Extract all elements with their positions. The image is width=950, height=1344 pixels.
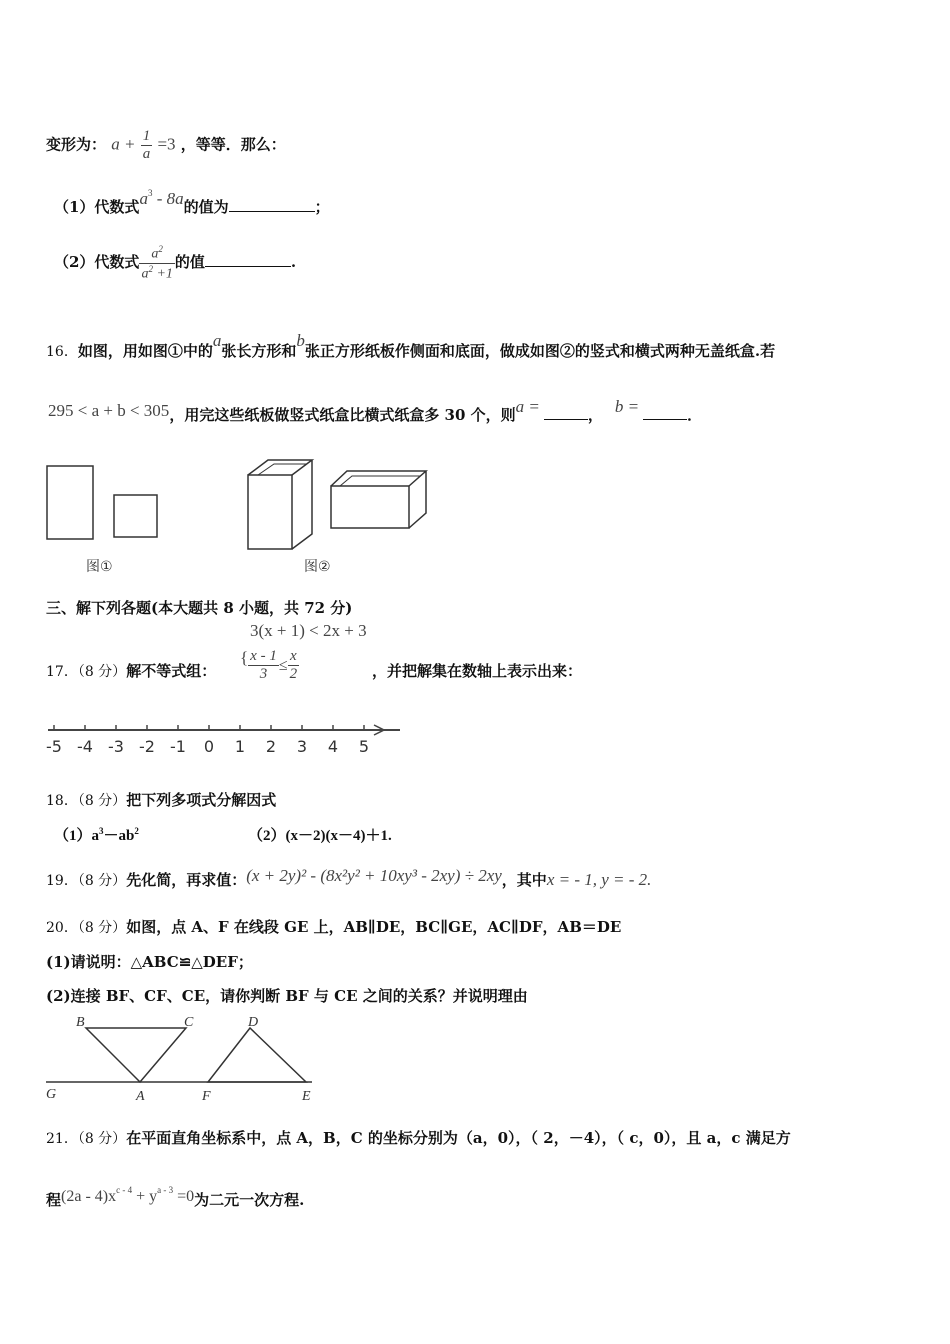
tick-label: 4 [327,737,339,756]
q17-ineq2: { $\frac{x - 1}{3}$ ≤ $\frac{x}{2}$ [240,648,298,682]
label-E: E [302,1089,311,1104]
q20-part1: (1)请说明：△ABC≌△DEF； [46,953,253,971]
q20-part2: (2)连接 BF、CF、CE，请你判断 BF 与 CE 之间的关系？并说明理由 [46,987,528,1005]
fig2-vertical-box [248,460,312,549]
tick-label: -3 [108,737,124,756]
fig1-square [114,495,157,537]
q17-ineq1: 3(x + 1) < 2x + 3 [250,621,367,640]
label-D: D [248,1015,259,1030]
tick-label: 5 [358,737,370,756]
number-line [40,718,400,760]
q16-line2: 295 < a + b < 305，用完这些纸板做竖式纸盒比横式纸盒多 30 个，则a = ， b = ． [48,397,703,424]
tick-label: 2 [265,737,277,756]
q20-figure [40,1010,340,1106]
q15-part2: （2）代数式 $\frac{a^2}{a^2 +1}$ 的值 . [54,244,297,282]
tick-label: -4 [77,737,93,756]
q17-line: 17．（8 分）解不等式组： [46,662,217,680]
label-F: F [202,1089,211,1104]
fig2-label: 图② [304,559,331,575]
q18-part2: （2）(x－2)(x－4)＋1. [248,828,392,844]
q21-line1: 21．（8 分）在平面直角坐标系中，点 A，B，C 的坐标分别为（a，0），（ 2，－4），（ c，0），且 a，c 满足方 [46,1129,791,1147]
fig1-rectangle [47,466,93,539]
q18-part1: $(1)a^3-ab^2$ [54,826,139,844]
q18-line: 18．（8 分）把下列多项式分解因式 [46,791,277,809]
q19-line: 19．（8 分）先化简，再求值：(x + 2y)² - (8x²y² + 10xy³ - 2xy) ÷ 2xy，其中x = - 1, y = - 2. [46,866,652,889]
section3-title: 三、解下列各题(本大题共 8 小题，共 72 分) [46,599,353,617]
q15-intro: 变形为： a + $\frac{1}{a}$ =3 ，等等．那么： [46,128,286,162]
label-B: B [76,1015,85,1030]
q16-line1: 16．如图，用如图①中的a张长方形和b张正方形纸板作侧面和底面，做成如图②的竖式和横式两种无盖纸盒.若 [46,331,776,360]
tick-label: 3 [296,737,308,756]
label-C: C [184,1015,194,1030]
tick-label: -2 [139,737,155,756]
q17-text2: ，并把解集在数轴上表示出来： [372,662,583,680]
tick-label: 1 [234,737,246,756]
q20-line: 20．（8 分）如图，点 A、F 在线段 GE 上，AB∥DE，BC∥GE，AC∥DF，AB＝DE [46,918,622,936]
tick-label: -5 [46,737,62,756]
fig1-label: 图① [86,559,113,575]
tick-label: 0 [203,737,215,756]
tick-label: -1 [170,737,186,756]
q15-part1: （1）代数式$a^3 - 8a$的值为 ； [54,188,330,216]
label-G: G [46,1087,57,1102]
label-A: A [136,1089,145,1104]
fig2-horizontal-box [331,471,426,528]
q21-line2: 程$(2a - 4)x^{c - 4} + y^{a - 3} =0$为二元一次方程. [46,1185,305,1209]
